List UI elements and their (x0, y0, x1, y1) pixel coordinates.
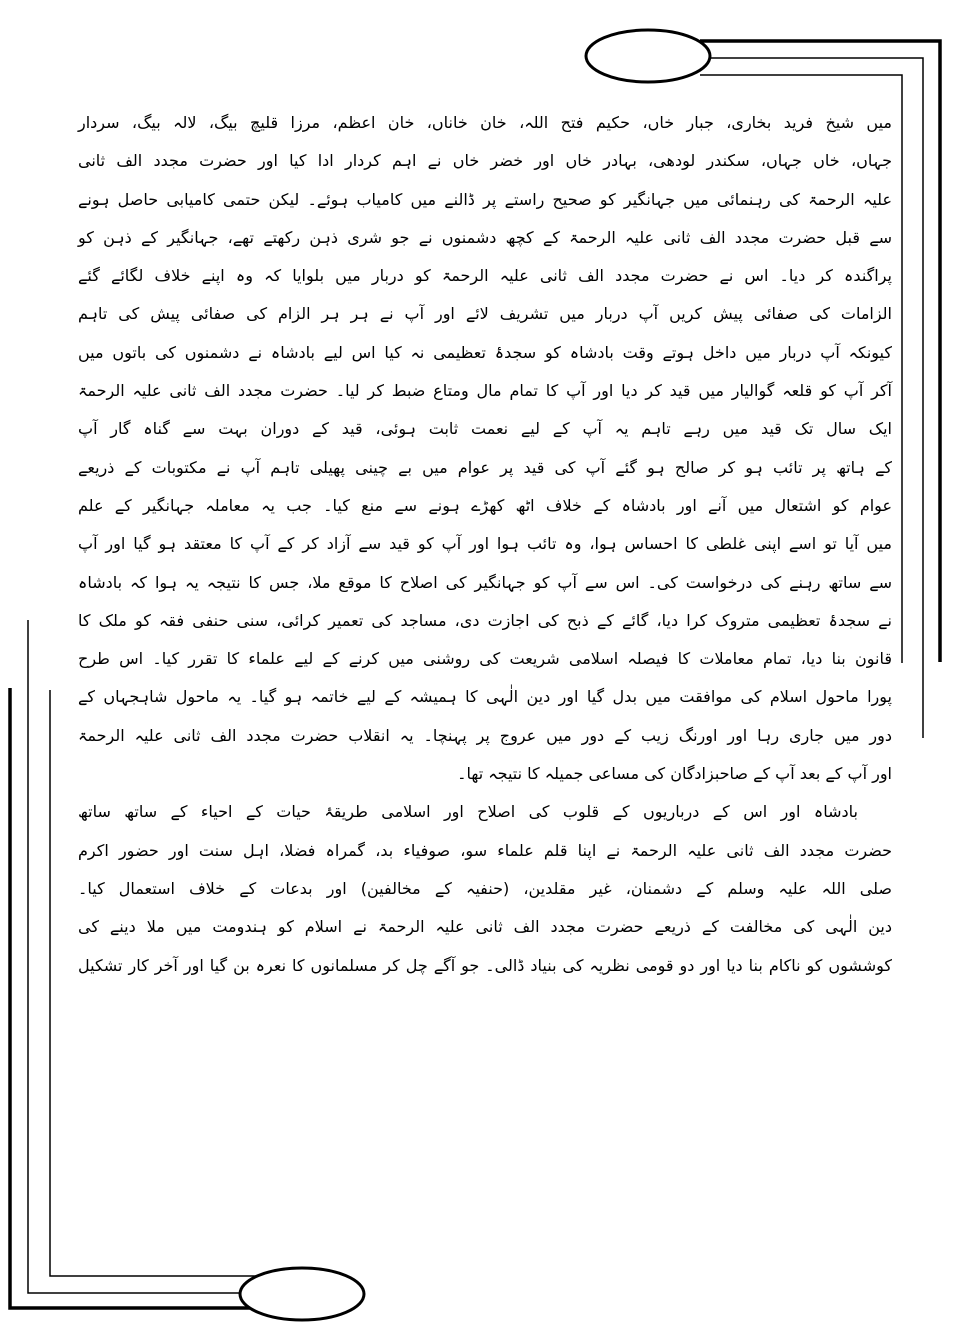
bottom-ornament-ellipse (240, 1268, 364, 1320)
text-line: کیونکہ آپ دربار میں داخل ہوتے وقت بادشاہ کو سجدۂ تعظیمی نہ کیا اس لیے بادشاہ نے دشمنوں کی باتوں میں (78, 342, 892, 362)
text-line: پورا ماحول اسلام کی موافقت میں بدل گیا اور دین الٰہی کا ہمیشہ کے لیے خاتمہ ہو گیا۔ یہ ماحول شاہجہاں کے (78, 687, 892, 707)
text-line: اور آپ کے بعد آپ کے صاحبزادگان کی مساعی جمیلہ کا نتیجہ تھا۔ (457, 764, 892, 784)
text-line: بادشاہ اور اس کے درباریوں کے قلوب کی اصلاح اور اسلامی طریقۂ حیات کے احیاء کے ساتھ ساتھ (78, 802, 858, 822)
urdu-body-text (78, 104, 892, 985)
text-line: پراگندہ کر دیا۔ اس نے حضرت مجدد الف ثانی علیہ الرحمۃ کو دربار میں بلوایا کہ وہ اپنے خلاف لگائے گئے (78, 266, 892, 286)
text-line: میں شیخ فرید بخاری، جبار خاں، حکیم فتح اللہ، خان خاناں، خان اعظم، مرزا قلیچ بیگ، لالہ بیگ، سردار (78, 113, 892, 132)
text-line: کوششوں کو ناکام بنا دیا اور دو قومی نظریہ کی بنیاد ڈالی۔ جو آگے چل کر مسلمانوں کا نعرہ بن گیا اور آخر کار تشکیل (78, 955, 892, 975)
text-line: میں آیا تو اسے اپنی غلطی کا احساس ہوا، وہ تائب ہوا اور آپ کو قید سے آزاد کر کے آپ کا معتقد ہو گیا اور آپ (78, 534, 892, 554)
text-line: قانون بنا دیا، تمام معاملات کا فیصلہ اسلامی شریعت کی روشنی میں کرنے کے لیے علماء کا تقرر کیا۔ اس طرح (78, 649, 892, 669)
text-line: دور میں جاری رہا اور اورنگ زیب کے دور میں عروج پر پہنچا۔ یہ انقلاب حضرت مجدد الف ثانی علیہ الرحمۃ (78, 725, 892, 745)
text-line: صلی اللہ علیہ وسلم کے دشمنان، غیر مقلدین، (حنفیہ کے مخالفین) اور بدعات کے خلاف استعمال کیا۔ (78, 878, 892, 898)
text-line: علیہ الرحمۃ کی رہنمائی میں جہانگیر کو صحیح راستے پر ڈالنے میں کامیاب ہوئے۔ لیکن حتمی کامیابی حاصل ہونے (78, 189, 892, 209)
text-line: سے ساتھ رہنے کی درخواست کی۔ اس سے آپ کو جہانگیر کی اصلاح کا موقع ملا، جس کا نتیجہ یہ ہوا کہ بادشاہ (78, 572, 892, 592)
text-line: ایک سال تک قید میں رہے تاہم یہ آپ کے لیے نعمت ثابت ہوئی، قید کے دوران بہت سے گناہ گار آپ (78, 419, 892, 439)
text-line: الزامات کی صفائی پیش کریں آپ دربار میں تشریف لائے اور آپ نے ہر ہر الزام کی صفائی پیش کی تاہم (78, 304, 892, 324)
text-line: سے قبل حضرت مجدد الف ثانی علیہ الرحمۃ کے کچھ دشمنوں نے جو شری ذہن رکھتے تھے، جہانگیر کے ذہن کو (78, 227, 892, 247)
text-line: جہاں، خاں جہاں، سکندر لودھی، بہادر خاں اور خضر خاں نے اہم کردار ادا کیا اور حضرت مجدد الف ثانی (78, 151, 892, 171)
text-line: دین الٰہی کی مخالفت کے ذریعے حضرت مجدد الف ثانی علیہ الرحمۃ نے اسلام کو ہندومت میں ملا دینے کی (78, 917, 892, 937)
text-line: عوام کو اشتعال میں آنے اور بادشاہ کے خلاف اٹھ کھڑے ہونے سے منع کیا۔ جب یہ معاملہ جہانگیر کے علم (78, 495, 892, 515)
text-line: نے سجدۂ تعظیمی متروک کرا دیا، گائے کے ذبح کی اجازت دی، مساجد کی تعمیر کرائی، سنی حنفی فقہ کو ملک کا (78, 610, 892, 630)
text-line: آکر آپ کو قلعہ گوالیار میں قید کر دیا اور آپ کا تمام مال ومتاع ضبط کر لیا۔ حضرت مجدد الف ثانی علیہ الرحمۃ (78, 381, 892, 401)
text-line: کے ہاتھ پر تائب ہو کر صالح ہو گئے آپ کی قید پر عوام میں بے چینی پھیلی تاہم آپ نے مکتوبات کے ذریعے (78, 457, 892, 477)
text-line: حضرت مجدد الف ثانی علیہ الرحمۃ نے اپنا قلم علماء سو، صوفیاء بد، گمراہ فضلا، اہل سنت اور حضور اکرم (78, 840, 892, 860)
top-ornament-ellipse (586, 30, 710, 82)
